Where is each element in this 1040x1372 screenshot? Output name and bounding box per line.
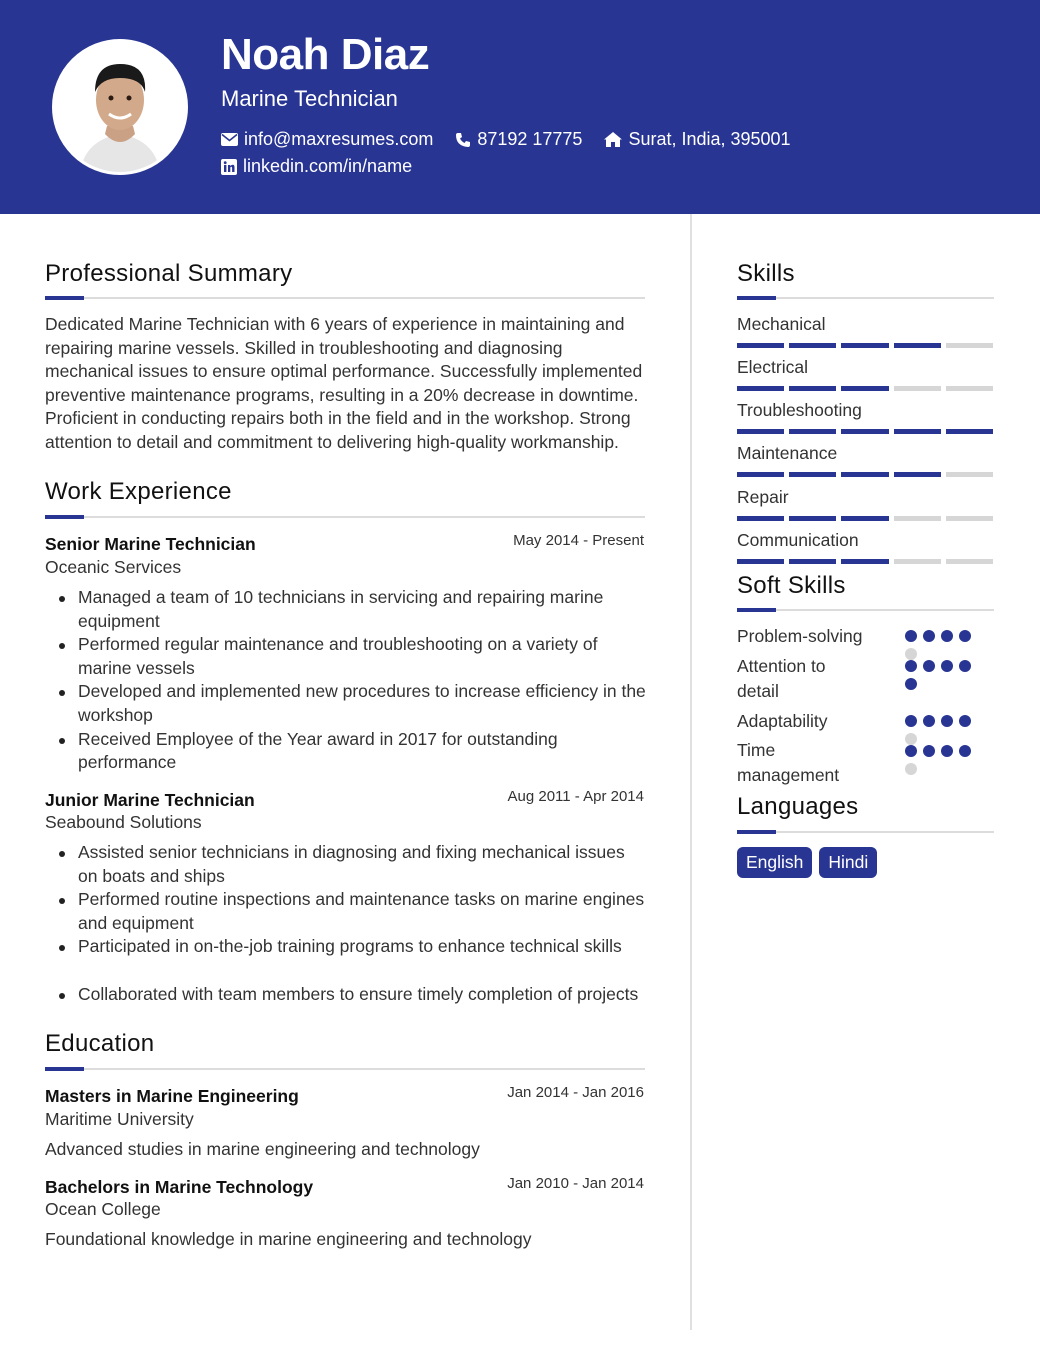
skill-bar: [737, 429, 993, 434]
experience-heading: Work Experience: [45, 478, 232, 505]
rating-dot: [905, 630, 917, 642]
skill-bar-segment: [946, 472, 993, 477]
list-item: Collaborated with team members to ensure timely completion of projects: [56, 983, 646, 1007]
experience-rule: [45, 516, 645, 518]
skill-bar-segment: [789, 559, 836, 564]
contact-phone[interactable]: [455, 129, 582, 150]
skill-bar-segment: [737, 386, 784, 391]
skill-bar-segment: [841, 343, 888, 348]
skill-bar-segment: [894, 386, 941, 391]
contact-row: [221, 129, 791, 150]
skill-bar-segment: [894, 343, 941, 348]
skill-bar-segment: [946, 429, 993, 434]
school-name: Maritime University: [45, 1109, 194, 1129]
skill-bar-segment: [737, 343, 784, 348]
skill-bar-segment: [841, 429, 888, 434]
skill-bar-segment: [789, 429, 836, 434]
skill-bar-segment: [841, 472, 888, 477]
rating-dot: [959, 745, 971, 757]
job-date: Aug 2011 - Apr 2014: [507, 788, 644, 805]
degree-description: Foundational knowledge in marine engineering and technology: [45, 1229, 532, 1249]
skill-bar-segment: [894, 472, 941, 477]
soft-skill-dots: [905, 660, 985, 690]
skill-bar-segment: [789, 516, 836, 521]
linkedin-text: linkedin.com/in/name: [243, 156, 413, 176]
skill-bar-segment: [946, 343, 993, 348]
soft-skills-heading: Soft Skills: [737, 572, 846, 599]
job-bullets: [56, 586, 646, 775]
skills-heading: Skills: [737, 260, 795, 287]
rating-dot: [959, 660, 971, 672]
skill-bar: [737, 343, 993, 348]
skill-label: Maintenance: [737, 443, 838, 463]
rating-dot: [905, 733, 917, 745]
skill-bar-segment: [946, 559, 993, 564]
list-item: Performed routine inspections and maintenance tasks on marine engines and equipment: [56, 888, 646, 935]
home-icon: [604, 132, 622, 147]
education-heading: Education: [45, 1030, 155, 1057]
soft-skill-dots: [905, 715, 985, 745]
candidate-title: Marine Technician: [221, 86, 398, 111]
resume-header: [0, 0, 1040, 214]
summary-text: Dedicated Marine Technician with 6 years of experience in maintaining and repairing marine vessels. Skilled in troubleshooting and diagnosing mechanical issues to ensure optimal performance. Successfully implemented preventive maintenance programs, resulting in a 20% decrease in downtime. Proficient in conducting repairs both in the field and in the workshop. Strong attention to detail and commitment to delivering high-quality workmanship.: [45, 314, 643, 452]
skill-bar-segment: [946, 386, 993, 391]
school-name: Ocean College: [45, 1199, 161, 1219]
skill-label: Troubleshooting: [737, 400, 862, 420]
skill-bar: [737, 559, 993, 564]
rating-dot: [923, 630, 935, 642]
degree-title: Bachelors in Marine Technology: [45, 1177, 314, 1197]
summary-rule: [45, 297, 645, 299]
profile-photo: [52, 39, 188, 175]
job-bullets: [56, 841, 646, 1007]
languages-rule: [737, 831, 994, 833]
degree-date: Jan 2010 - Jan 2014: [507, 1175, 644, 1192]
skill-bar-segment: [737, 516, 784, 521]
rating-dot: [923, 745, 935, 757]
skills-rule: [737, 297, 994, 299]
language-badge: Hindi: [819, 847, 877, 878]
skill-bar-segment: [894, 516, 941, 521]
skill-bar-segment: [894, 429, 941, 434]
rating-dot: [959, 630, 971, 642]
degree-date: Jan 2014 - Jan 2016: [507, 1084, 644, 1101]
degree-description: Advanced studies in marine engineering and technology: [45, 1139, 480, 1159]
rating-dot: [905, 660, 917, 672]
degree-title: Masters in Marine Engineering: [45, 1086, 299, 1106]
skill-bar-segment: [841, 559, 888, 564]
contact-row-2: [221, 156, 412, 177]
rating-dot: [941, 715, 953, 727]
rating-dot: [923, 715, 935, 727]
education-rule: [45, 1068, 645, 1070]
contact-location: [604, 129, 790, 150]
rating-dot: [905, 678, 917, 690]
list-item: Received Employee of the Year award in 2017 for outstanding performance: [56, 728, 646, 775]
rating-dot: [923, 660, 935, 672]
job-title: Junior Marine Technician: [45, 790, 255, 810]
skill-bar: [737, 516, 993, 521]
skill-bar-segment: [789, 386, 836, 391]
job-company: Oceanic Services: [45, 557, 182, 577]
skill-bar-segment: [894, 559, 941, 564]
rating-dot: [941, 630, 953, 642]
candidate-name: Noah Diaz: [221, 30, 430, 79]
skill-label: Communication: [737, 530, 859, 550]
skill-bar-segment: [737, 472, 784, 477]
avatar-icon: [55, 42, 185, 172]
soft-skill-label: Time management: [737, 740, 840, 785]
job-company: Seabound Solutions: [45, 812, 202, 832]
rating-dot: [905, 763, 917, 775]
language-badges: [737, 847, 877, 878]
language-badge: English: [737, 847, 812, 878]
soft-skill-label: Attention to detail: [737, 656, 826, 701]
skill-label: Electrical: [737, 357, 808, 377]
skill-bar-segment: [841, 516, 888, 521]
phone-icon: [455, 132, 471, 148]
languages-heading: Languages: [737, 793, 859, 820]
summary-heading: Professional Summary: [45, 260, 293, 287]
list-item: Assisted senior technicians in diagnosing and fixing mechanical issues on boats and ships: [56, 841, 646, 888]
soft-skill-label: Adaptability: [737, 711, 828, 731]
skill-bar-segment: [841, 386, 888, 391]
rating-dot: [941, 745, 953, 757]
linkedin-icon: [221, 159, 237, 175]
email-icon: [221, 133, 238, 146]
skill-bar-segment: [789, 472, 836, 477]
skill-bar-segment: [946, 516, 993, 521]
job-date: May 2014 - Present: [513, 532, 644, 549]
skill-label: Repair: [737, 487, 789, 507]
list-item: Managed a team of 10 technicians in servicing and repairing marine equipment: [56, 586, 646, 633]
rating-dot: [941, 660, 953, 672]
column-divider: [690, 214, 692, 1330]
list-item: Participated in on-the-job training programs to enhance technical skills: [56, 935, 646, 983]
skill-bar: [737, 472, 993, 477]
contact-email[interactable]: [221, 129, 433, 150]
location-text: Surat, India, 395001: [628, 129, 791, 149]
skill-label: Mechanical: [737, 314, 826, 334]
soft-skill-label: Problem-solving: [737, 626, 863, 646]
soft-skill-dots: [905, 745, 985, 775]
contact-linkedin[interactable]: [221, 156, 412, 177]
rating-dot: [905, 745, 917, 757]
skill-bar-segment: [737, 559, 784, 564]
rating-dot: [905, 715, 917, 727]
rating-dot: [959, 715, 971, 727]
phone-text: 87192 17775: [477, 129, 583, 149]
skill-bar-segment: [737, 429, 784, 434]
soft-skills-rule: [737, 609, 994, 611]
job-title: Senior Marine Technician: [45, 534, 256, 554]
skill-bar: [737, 386, 993, 391]
soft-skill-dots: [905, 630, 985, 660]
list-item: Performed regular maintenance and troubleshooting on a variety of marine vessels: [56, 633, 646, 680]
email-text: info@maxresumes.com: [244, 129, 434, 149]
skill-bar-segment: [789, 343, 836, 348]
list-item: Developed and implemented new procedures to increase efficiency in the workshop: [56, 680, 646, 727]
rating-dot: [905, 648, 917, 660]
